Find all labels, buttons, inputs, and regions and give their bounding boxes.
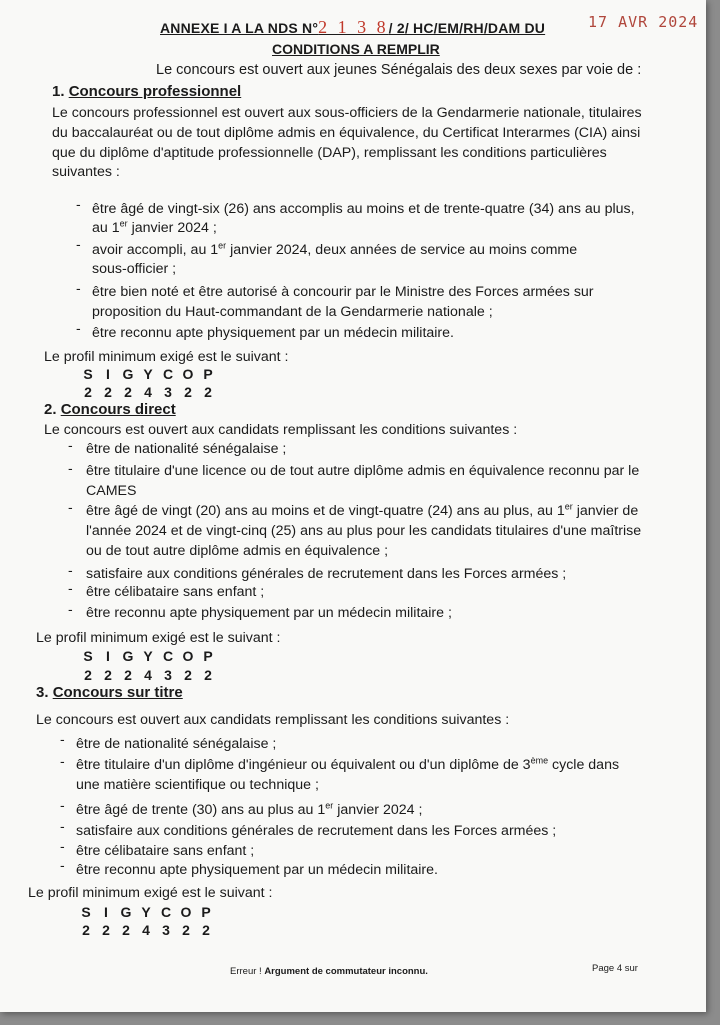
- section1-item1-line2: au 1er janvier 2024 ;: [92, 218, 217, 236]
- list-bullet: -: [68, 601, 73, 617]
- list-bullet: -: [68, 580, 73, 596]
- section2-title: 2. Concours direct: [44, 401, 176, 418]
- section1-profile-digits: 2 2 2 4 3 2 2: [84, 384, 212, 400]
- list-bullet: -: [60, 753, 65, 769]
- section2-item3-line3: ou de tout autre diplôme admis en équivalence ;: [86, 543, 389, 559]
- section3-title: 3. Concours sur titre: [36, 684, 183, 701]
- section3-item1: être de nationalité sénégalaise ;: [76, 736, 277, 752]
- list-bullet: -: [60, 838, 65, 854]
- list-bullet: -: [76, 280, 81, 296]
- section3-item2-line2: une matière scientifique ou technique ;: [76, 777, 319, 793]
- section2-item6: être reconnu apte physiquement par un médecin militaire ;: [86, 605, 452, 621]
- section2-item2-line2: CAMES: [86, 483, 137, 499]
- section3-item6: être reconnu apte physiquement par un médecin militaire.: [76, 862, 438, 878]
- section1-item2-line2: sous-officier ;: [92, 261, 177, 277]
- list-bullet: -: [60, 797, 65, 813]
- section3-item4: satisfaire aux conditions générales de recrutement dans les Forces armées ;: [76, 823, 557, 839]
- section2-item1: être de nationalité sénégalaise ;: [86, 441, 287, 457]
- section3-para: Le concours est ouvert aux candidats remplissant les conditions suivantes :: [36, 712, 510, 728]
- section2-item2-line1: être titulaire d'une licence ou de tout autre diplôme admis en équivalence reconnu par le: [86, 463, 640, 479]
- section1-para-line-1: Le concours professionnel est ouvert aux sous-officiers de la Gendarmerie nationale, titulaires: [52, 105, 642, 121]
- section3-item2-line1: être titulaire d'un diplôme d'ingénieur ou équivalent ou d'un diplôme de 3ème cycle dans: [76, 755, 620, 773]
- list-bullet: -: [76, 236, 81, 252]
- list-bullet: -: [76, 196, 81, 212]
- intro-text: Le concours est ouvert aux jeunes Sénégalais des deux sexes par voie de :: [156, 62, 642, 78]
- section1-profile-letters: S I G Y C O P: [83, 366, 213, 382]
- section1-para-line-3: que du diplôme d'aptitude professionnelle (DAP), remplissant les conditions particulières: [52, 145, 607, 161]
- section1-item3-line2: proposition du Haut-commandant de la Gendarmerie nationale ;: [92, 304, 493, 320]
- section3-item5: être célibataire sans enfant ;: [76, 843, 255, 859]
- section2-profile-letters: S I G Y C O P: [83, 648, 213, 664]
- section2-para: Le concours est ouvert aux candidats remplissant les conditions suivantes :: [44, 422, 518, 438]
- section2-item4: satisfaire aux conditions générales de recrutement dans les Forces armées ;: [86, 566, 567, 582]
- list-bullet: -: [60, 731, 65, 747]
- section2-profile-digits: 2 2 2 4 3 2 2: [84, 667, 212, 683]
- list-bullet: -: [68, 562, 73, 578]
- section1-item1-line1: être âgé de vingt-six (26) ans accomplis au moins et de trente-quatre (34) ans au plus,: [92, 201, 635, 217]
- section1-para-line-2: du baccalauréat ou de tout diplôme admis en équivalence, du Certificat Interarmes (CIA) ainsi: [52, 125, 641, 141]
- list-bullet: -: [68, 437, 73, 453]
- section1-para-line-4: suivantes :: [52, 164, 120, 180]
- date-stamp: 17 AVR 2024: [588, 13, 699, 31]
- list-bullet: -: [60, 818, 65, 834]
- section2-item5: être célibataire sans enfant ;: [86, 584, 265, 600]
- section2-item3-line1: être âgé de vingt (20) ans au moins et de vingt-quatre (24) ans au plus, au 1er janvier de: [86, 501, 639, 519]
- list-bullet: -: [68, 460, 73, 476]
- section1-profile-label: Le profil minimum exigé est le suivant :: [44, 349, 289, 365]
- section1-item4: être reconnu apte physiquement par un médecin militaire.: [92, 325, 454, 341]
- section3-profile-digits: 2 2 2 4 3 2 2: [82, 922, 210, 938]
- section1-title: 1. Concours professionnel: [52, 83, 242, 100]
- section3-profile-label: Le profil minimum exigé est le suivant :: [28, 885, 273, 901]
- section1-item2-line1: avoir accompli, au 1er janvier 2024, deux années de service au moins comme: [92, 240, 578, 258]
- annexe-number: 2 1 3 8: [318, 17, 389, 37]
- section2-profile-label: Le profil minimum exigé est le suivant :: [36, 630, 281, 646]
- list-bullet: -: [76, 320, 81, 336]
- annexe-heading: ANNEXE I A LA NDS N°2 1 3 8/ 2/ HC/EM/RH/DAM DU: [160, 17, 546, 37]
- list-bullet: -: [60, 857, 65, 873]
- section2-item3-line2: l'année 2024 et de vingt-cinq (25) ans au plus pour les candidats titulaires d'une maîtrise: [86, 523, 642, 539]
- subtitle: CONDITIONS A REMPLIR: [272, 41, 440, 57]
- section3-item3: être âgé de trente (30) ans au plus au 1er janvier 2024 ;: [76, 800, 423, 818]
- section3-profile-letters: S I G Y C O P: [81, 904, 211, 920]
- footer-page-number: Page 4 sur: [592, 963, 638, 974]
- list-bullet: -: [68, 499, 73, 515]
- footer-error: Erreur ! Argument de commutateur inconnu.: [230, 966, 428, 977]
- section1-item3-line1: être bien noté et être autorisé à concourir par le Ministre des Forces armées sur: [92, 284, 594, 300]
